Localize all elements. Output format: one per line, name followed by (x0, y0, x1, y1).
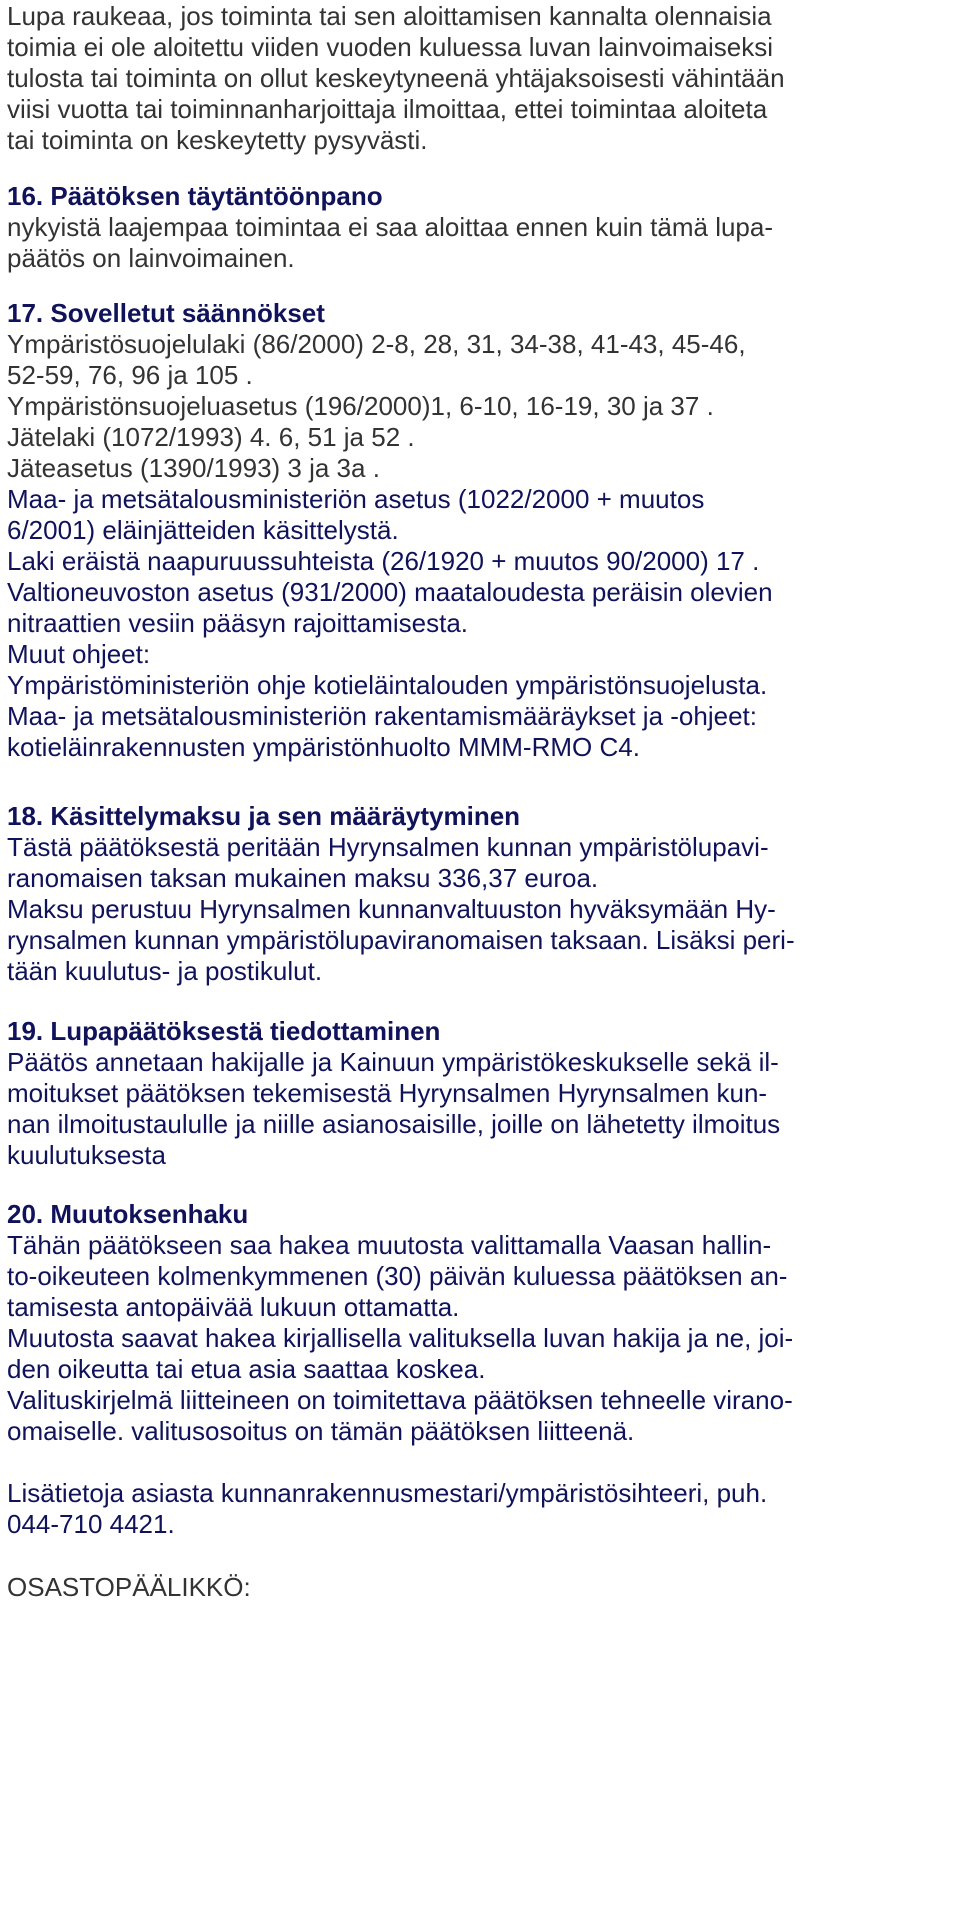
section-20-line: den oikeutta tai etua asia saattaa koskea. (7, 1354, 486, 1384)
signature-title: OSASTOPÄÄLIKKÖ: (7, 1572, 251, 1602)
section-18-line: ranomaisen taksan mukainen maksu 336,37 euroa. (7, 863, 599, 893)
section-17-line: Ympäristöministeriön ohje kotieläintalouden ympäristönsuojelusta. (7, 670, 768, 700)
contact-line: Lisätietoja asiasta kunnanrakennusmestari/ympäristösihteeri, puh. (7, 1478, 768, 1508)
section-17-line: Laki eräistä naapuruussuhteista (26/1920 + muutos 90/2000) 17 . (7, 546, 760, 576)
section-17-line: Ympäristönsuojeluasetus (196/2000)1, 6-10, 16-19, 30 ja 37 . (7, 391, 714, 421)
section-17-line: Muut ohjeet: (7, 639, 151, 669)
section-17-line: nitraattien vesiin pääsyn rajoittamisesta. (7, 608, 469, 638)
intro-line: Lupa raukeaa, jos toiminta tai sen aloittamisen kannalta olennaisia (7, 1, 772, 31)
section-18-line: Maksu perustuu Hyrynsalmen kunnanvaltuuston hyväksymään Hy- (7, 894, 776, 924)
section-20-line: Valituskirjelmä liitteineen on toimitettava päätöksen tehneelle virano- (7, 1385, 793, 1415)
section-18-line: tään kuulutus- ja postikulut. (7, 956, 323, 986)
intro-line: toimia ei ole aloitettu viiden vuoden kuluessa luvan lainvoimaiseksi (7, 32, 773, 62)
section-16-heading: 16. Päätöksen täytäntöönpano (7, 181, 383, 211)
section-18-line: Tästä päätöksestä peritään Hyrynsalmen kunnan ympäristölupavi- (7, 832, 769, 862)
section-19-line: nan ilmoitustaululle ja niille asianosaisille, joille on lähetetty ilmoitus (7, 1109, 781, 1139)
section-17-line: Ympäristösuojelulaki (86/2000) 2-8, 28, 31, 34-38, 41-43, 45-46, (7, 329, 746, 359)
section-20-line: to-oikeuteen kolmenkymmenen (30) päivän kuluessa päätöksen an- (7, 1261, 788, 1291)
section-17-line: Maa- ja metsätalousministeriön asetus (1022/2000 + muutos (7, 484, 705, 514)
section-20-heading: 20. Muutoksenhaku (7, 1199, 249, 1229)
section-20-line: Tähän päätökseen saa hakea muutosta valittamalla Vaasan hallin- (7, 1230, 772, 1260)
section-16-line: päätös on lainvoimainen. (7, 243, 295, 273)
section-16-line: nykyistä laajempaa toimintaa ei saa aloittaa ennen kuin tämä lupa- (7, 212, 774, 242)
intro-line: tulosta tai toiminta on ollut keskeytyneenä yhtäjaksoisesti vähintään (7, 63, 785, 93)
section-19-line: moitukset päätöksen tekemisestä Hyrynsalmen Hyrynsalmen kun- (7, 1078, 768, 1108)
section-17-line: kotieläinrakennusten ympäristönhuolto MMM-RMO C4. (7, 732, 640, 762)
section-19-line: Päätös annetaan hakijalle ja Kainuun ympäristökeskukselle sekä il- (7, 1047, 779, 1077)
section-17-line: Jäteasetus (1390/1993) 3 ja 3a . (7, 453, 380, 483)
section-19-heading: 19. Lupapäätöksestä tiedottaminen (7, 1016, 441, 1046)
section-17-line: 6/2001) eläinjätteiden käsittelystä. (7, 515, 399, 545)
section-17-line: Maa- ja metsätalousministeriön rakentamismääräykset ja -ohjeet: (7, 701, 757, 731)
section-19-line: kuulutuksesta (7, 1140, 166, 1170)
section-18-line: rynsalmen kunnan ympäristölupaviranomaisen taksaan. Lisäksi peri- (7, 925, 795, 955)
section-18-heading: 18. Käsittelymaksu ja sen määräytyminen (7, 801, 521, 831)
section-17-line: Jätelaki (1072/1993) 4. 6, 51 ja 52 . (7, 422, 415, 452)
section-17-line: 52-59, 76, 96 ja 105 . (7, 360, 253, 390)
section-17-line: Valtioneuvoston asetus (931/2000) maataloudesta peräisin olevien (7, 577, 773, 607)
contact-line: 044-710 4421. (7, 1509, 175, 1539)
intro-line: viisi vuotta tai toiminnanharjoittaja ilmoittaa, ettei toimintaa aloiteta (7, 94, 768, 124)
section-20-line: omaiselle. valitusosoitus on tämän päätöksen liitteenä. (7, 1416, 635, 1446)
intro-line: tai toiminta on keskeytetty pysyvästi. (7, 125, 428, 155)
section-20-line: Muutosta saavat hakea kirjallisella valituksella luvan hakija ja ne, joi- (7, 1323, 794, 1353)
section-20-line: tamisesta antopäivää lukuun ottamatta. (7, 1292, 460, 1322)
section-17-heading: 17. Sovelletut säännökset (7, 298, 325, 328)
